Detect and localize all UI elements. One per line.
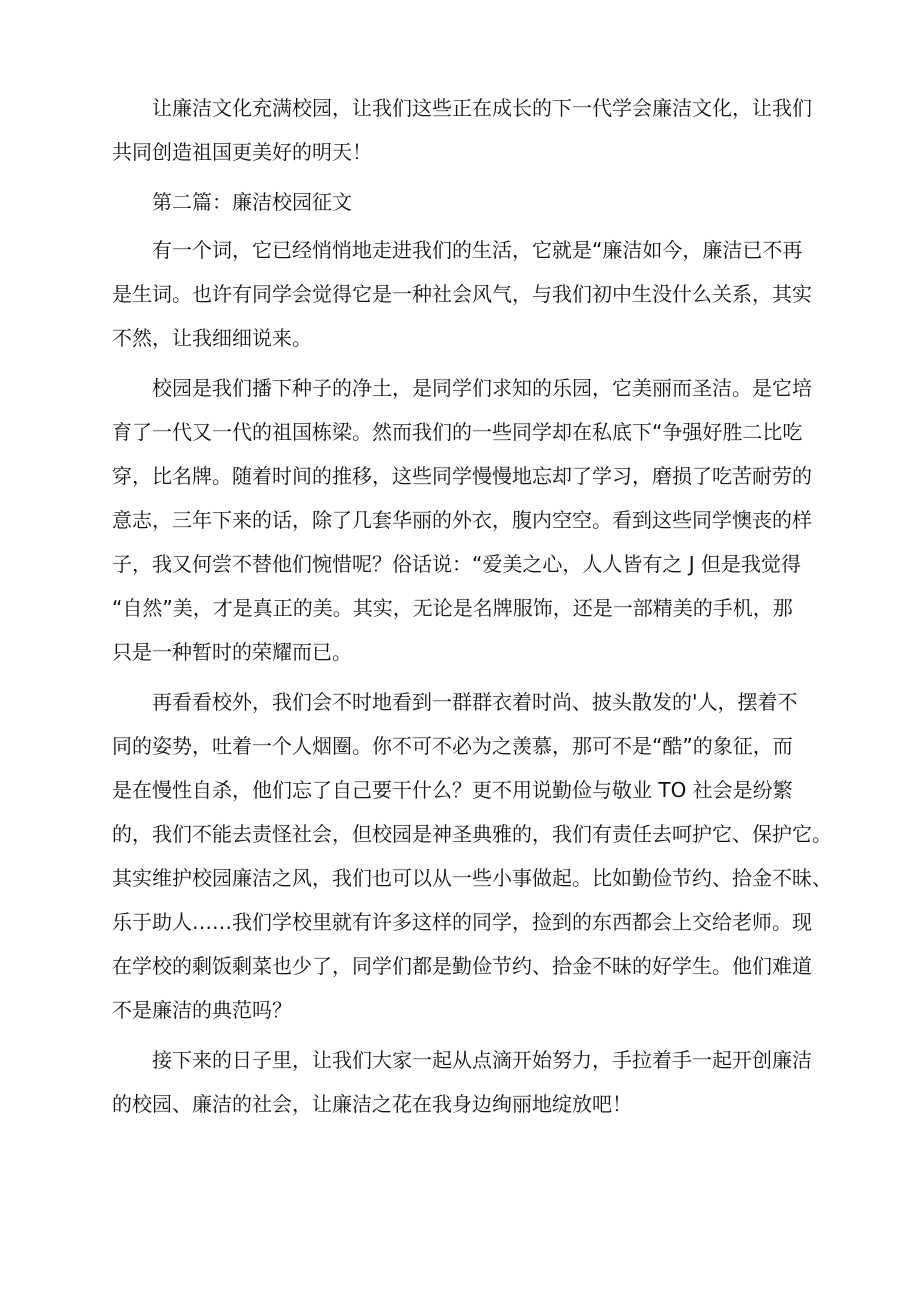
paragraph-conclusion <box>112 1038 812 1126</box>
text-line: 让廉洁文化充满校园，让我们这些正在成长的下一代学会廉洁文化，让我们 <box>152 96 812 120</box>
heading-text: 第二篇：廉洁校园征文 <box>152 190 352 214</box>
paragraph-intro <box>112 228 812 360</box>
text-line: 同的姿势，吐着一个人烟圈。你不可不必为之羡慕，那可不是“酷”的象征，而 <box>112 734 793 758</box>
text-line: 是在慢性自杀，他们忘了自己要干什么？更不用说勤俭与敬业 TO 社会是纷繁 <box>112 778 793 802</box>
section-heading <box>112 180 812 224</box>
text-line: 乐于助人……我们学校里就有许多这样的同学，捡到的东西都会上交给老师。现 <box>112 910 812 934</box>
text-line: “自然”美，才是真正的美。其实，无论是名牌服饰，还是一部精美的手机，那 <box>112 596 793 620</box>
text-line: 不然，让我细细说来。 <box>112 326 312 350</box>
text-line: 育了一代又一代的祖国栋梁。然而我们的一些同学却在私底下“争强好胜二比吃 <box>112 420 803 444</box>
text-line: 的，我们不能去责怪社会，但校园是神圣典雅的，我们有责任去呵护它、保护它。 <box>112 822 832 846</box>
paragraph-campus <box>112 366 812 674</box>
text-line: 接下来的日子里，让我们大家一起从点滴开始努力，手拉着手一起开创廉洁 <box>152 1048 812 1072</box>
text-line: 其实维护校园廉洁之风，我们也可以从一些小事做起。比如勤俭节约、拾金不昧、 <box>112 866 832 890</box>
text-line: 校园是我们播下种子的净土，是同学们求知的乐园，它美丽而圣洁。是它培 <box>152 376 812 400</box>
text-line: 是生词。也许有同学会觉得它是一种社会风气，与我们初中生没什么关系，其实 <box>112 282 812 306</box>
paragraph-closing-previous <box>112 86 812 174</box>
text-line: 子，我又何尝不替他们惋惜呢？俗话说：“爱美之心，人人皆有之 J 但是我觉得 <box>112 552 801 576</box>
document-page <box>112 86 832 1132</box>
text-line: 有一个词，它已经悄悄地走进我们的生活，它就是“廉洁如今，廉洁已不再 <box>152 238 803 262</box>
text-line: 意志，三年下来的话，除了几套华丽的外衣，腹内空空。看到这些同学懊丧的样 <box>112 508 812 532</box>
text-line: 不是廉洁的典范吗？ <box>112 998 292 1022</box>
text-line: 穿，比名牌。随着时间的推移，这些同学慢慢地忘却了学习，磨损了吃苦耐劳的 <box>112 464 812 488</box>
text-line: 再看看校外，我们会不时地看到一群群衣着时尚、披头散发的'人，摆着不 <box>152 690 798 714</box>
paragraph-outside <box>112 680 832 1032</box>
text-line: 只是一种暂时的荣耀而已。 <box>112 640 352 664</box>
text-line: 的校园、廉洁的社会，让廉洁之花在我身边绚丽地绽放吧！ <box>112 1092 632 1116</box>
text-line: 在学校的剩饭剩菜也少了，同学们都是勤俭节约、拾金不昧的好学生。他们难道 <box>112 954 812 978</box>
text-line: 共同创造祖国更美好的明天！ <box>112 140 372 164</box>
